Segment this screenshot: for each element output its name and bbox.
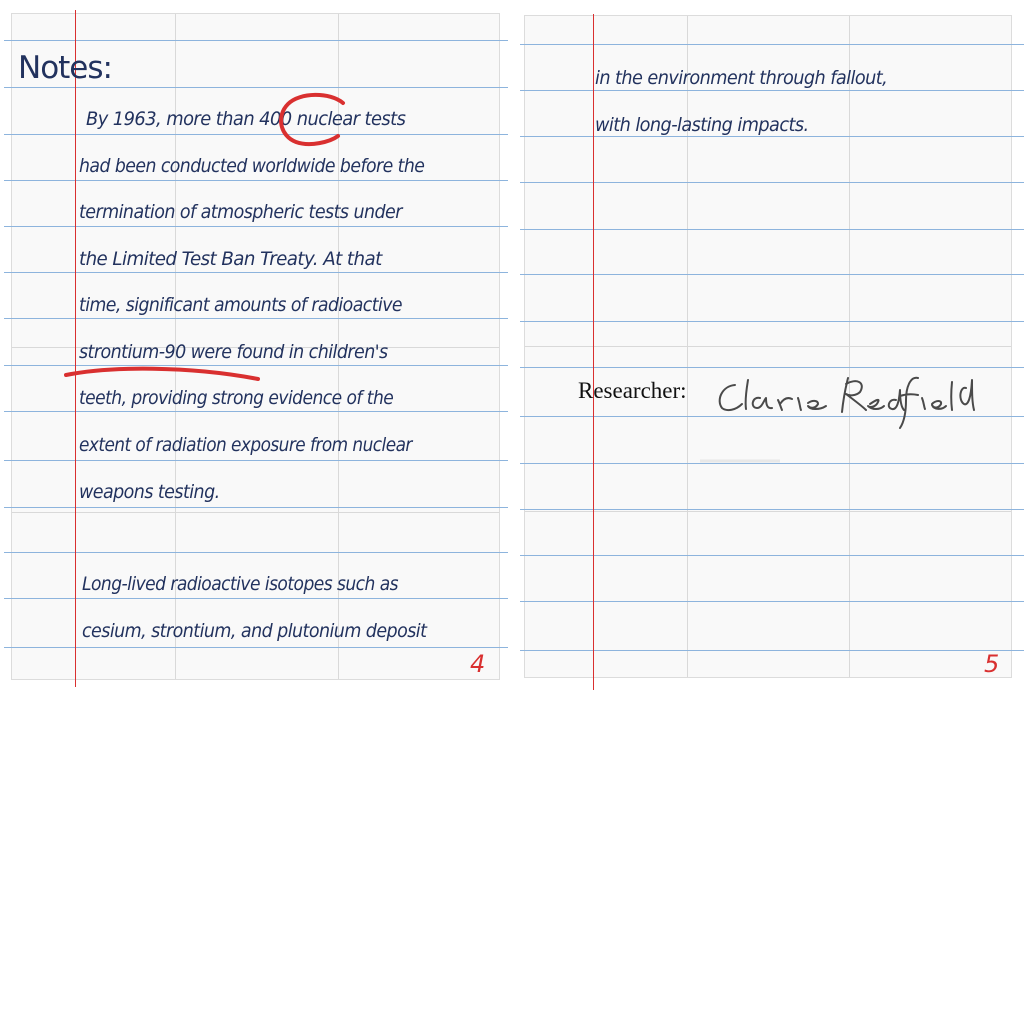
rule-line: [4, 40, 508, 41]
grid-line: [525, 346, 1011, 347]
rule-line: [4, 87, 508, 88]
rule-line: [520, 463, 1024, 464]
rule-line: [4, 647, 508, 648]
rule-line: [4, 180, 508, 181]
rule-line: [520, 555, 1024, 556]
rule-line: [520, 601, 1024, 602]
handwritten-line: teeth, providing strong evidence of the: [79, 387, 394, 409]
researcher-label: Researcher:: [578, 378, 687, 403]
rule-line: [520, 274, 1024, 275]
grid-line: [525, 511, 1011, 512]
handwritten-line: had been conducted worldwide before the: [79, 155, 425, 177]
handwritten-line: time, significant amounts of radioactive: [79, 294, 402, 316]
page-number-right: 5: [984, 650, 1000, 678]
rule-line: [520, 367, 1024, 368]
rule-line: [4, 318, 508, 319]
rule-line: [520, 509, 1024, 510]
rule-line: [4, 272, 508, 273]
rule-line: [520, 416, 1024, 417]
notes-heading: Notes:: [18, 50, 112, 86]
rule-line: [4, 134, 508, 135]
handwritten-line: in the environment through fallout,: [595, 67, 888, 89]
margin-line-left: [75, 10, 76, 687]
rule-line: [520, 321, 1024, 322]
rule-line: [520, 229, 1024, 230]
handwritten-line: extent of radiation exposure from nuclear: [79, 434, 412, 456]
handwritten-line: the Limited Test Ban Treaty. At that: [79, 248, 382, 270]
rule-line: [4, 507, 508, 508]
handwritten-line: Long-lived radioactive isotopes such as: [82, 573, 399, 595]
rule-line: [4, 365, 508, 366]
margin-line-right: [593, 14, 594, 690]
handwritten-line: with long-lasting impacts.: [595, 114, 809, 136]
rule-line: [520, 136, 1024, 137]
handwritten-line: weapons testing.: [79, 481, 220, 503]
handwritten-line: strontium-90 were found in children's: [79, 341, 388, 363]
handwritten-line: termination of atmospheric tests under: [79, 201, 402, 223]
handwritten-line: cesium, strontium, and plutonium deposit: [82, 620, 427, 642]
grid-line: [12, 512, 499, 513]
rule-line: [4, 598, 508, 599]
rule-line: [520, 90, 1024, 91]
rule-line: [520, 44, 1024, 45]
rule-line: [4, 460, 508, 461]
rule-line: [4, 411, 508, 412]
rule-line: [4, 552, 508, 553]
rule-line: [4, 226, 508, 227]
page-number-left: 4: [470, 650, 486, 678]
rule-line: [520, 182, 1024, 183]
rule-line: [520, 650, 1024, 651]
handwritten-line: By 1963, more than 400 nuclear tests: [86, 108, 406, 130]
